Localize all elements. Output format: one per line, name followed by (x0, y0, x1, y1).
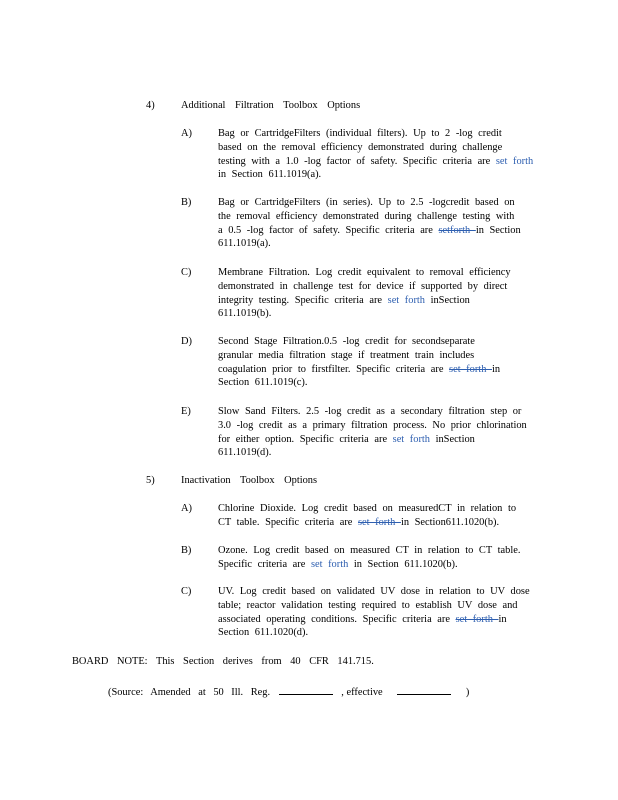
text-line (218, 155, 540, 169)
text-line (218, 544, 540, 558)
effective-date-blank (397, 684, 451, 695)
text-line (218, 376, 540, 390)
text-segment: inSection (425, 294, 470, 306)
text-segment: CT table. Specific criteria are (218, 516, 359, 528)
text-line (218, 502, 540, 516)
text-line (218, 141, 540, 155)
section-4-title: Additional Filtration Toolbox Options (181, 100, 361, 111)
text-line (218, 599, 540, 613)
inserted-text: set forth (392, 433, 430, 445)
text-segment: Specific criteria are (218, 558, 311, 570)
text-line (218, 224, 540, 238)
text-line (218, 266, 540, 280)
text-segment: in (491, 363, 501, 375)
text-line (218, 446, 540, 460)
source-prefix: (Source: Amended at 50 Ill. Reg. (108, 687, 271, 698)
text-line (218, 168, 540, 182)
item-text (218, 196, 540, 251)
text-segment: based on the removal efficiency demonstrated during challenge (218, 141, 503, 153)
text-segment: granular media filtration stage if treatment train includes (218, 349, 475, 361)
item-text (218, 544, 540, 572)
text-segment: Slow Sand Filters. 2.5 -log credit as a secondary filtration step or (218, 406, 522, 417)
source-effective: , effective (341, 687, 383, 698)
inserted-text: set forth (387, 294, 425, 306)
text-segment: in Section611.1020(b). (400, 516, 500, 528)
text-segment: Bag or CartridgeFilters (individual filters). Up to 2 -log credit (218, 128, 502, 139)
text-line (218, 433, 540, 447)
item-text (218, 585, 540, 640)
text-line (218, 516, 540, 530)
text-line (218, 294, 540, 308)
text-line (218, 419, 540, 433)
text-line (218, 307, 540, 321)
text-segment: associated operating conditions. Specific criteria are (218, 613, 456, 625)
text-segment: Membrane Filtration. Log credit equivalent to removal efficiency (218, 267, 511, 278)
text-segment: in Section 611.1019(a). (218, 169, 322, 181)
text-segment: for either option. Specific criteria are (218, 433, 393, 445)
text-line (218, 196, 540, 210)
section-5-title: Inactivation Toolbox Options (181, 475, 318, 486)
text-line (218, 237, 540, 251)
text-line (218, 626, 540, 640)
text-segment: demonstrated in challenge test for device if supported by direct (218, 280, 508, 292)
source-suffix: ) (465, 687, 470, 698)
text-segment: 3.0 -log credit as a primary filtration process. No prior chlorination (218, 419, 527, 431)
item-letter: C) (181, 267, 192, 278)
text-segment: in (498, 613, 507, 625)
item-text (218, 127, 540, 182)
text-segment: inSection (430, 433, 475, 445)
text-segment: the removal efficiency demonstrated during challenge testing with (218, 210, 515, 222)
section-4-number: 4) (146, 100, 155, 111)
text-line (218, 127, 540, 141)
item-text (218, 502, 540, 530)
text-segment: Bag or CartridgeFilters (in series). Up to 2.5 -logcredit based on (218, 197, 515, 208)
text-segment: a 0.5 -log factor of safety. Specific criteria are (218, 224, 439, 236)
item-letter: D) (181, 336, 192, 347)
text-segment: Ozone. Log credit based on measured CT in relation to CT table. (218, 545, 521, 556)
text-line (218, 349, 540, 363)
register-number-blank (279, 684, 333, 695)
text-line (218, 405, 540, 419)
text-segment: coagulation prior to firstfilter. Specific criteria are (218, 363, 450, 375)
text-line (218, 613, 540, 627)
item-text (218, 405, 540, 460)
inserted-text: set forth (495, 155, 534, 167)
text-segment: Second Stage Filtration.0.5 -log credit for secondseparate (218, 336, 475, 347)
text-line (218, 558, 540, 572)
text-segment: Section 611.1020(d). (218, 627, 309, 639)
board-note: BOARD NOTE: This Section derives from 40 CFR 141.715. (72, 656, 374, 667)
item-text (218, 335, 540, 390)
item-text (218, 266, 540, 321)
text-segment: in Section (475, 224, 521, 236)
source-line (108, 684, 469, 700)
item-letter: A) (181, 503, 192, 514)
text-segment: 611.1019(d). (218, 447, 272, 459)
deleted-text: set forth (455, 613, 499, 625)
text-segment: integrity testing. Specific criteria are (218, 294, 388, 306)
text-segment: testing with a 1.0 -log factor of safety. Specific criteria are (218, 155, 496, 167)
text-line (218, 280, 540, 294)
text-segment: Section 611.1019(c). (218, 377, 308, 389)
text-segment: 611.1019(a). (218, 238, 271, 250)
inserted-text: set forth (310, 558, 349, 570)
item-letter: A) (181, 128, 192, 139)
item-letter: B) (181, 197, 192, 208)
deleted-text: set forth (358, 516, 401, 528)
item-letter: C) (181, 586, 192, 597)
text-line (218, 585, 540, 599)
text-segment: Chlorine Dioxide. Log credit based on measuredCT in relation to (218, 503, 517, 514)
text-line (218, 363, 540, 377)
deleted-text: setforth (438, 224, 476, 236)
section-5-number: 5) (146, 475, 155, 486)
item-letter: E) (181, 406, 191, 417)
item-letter: B) (181, 545, 192, 556)
text-segment: 611.1019(b). (218, 308, 272, 320)
text-segment: in Section 611.1020(b). (348, 558, 458, 570)
text-segment: table; reactor validation testing required to establish UV dose and (218, 599, 518, 611)
text-line (218, 335, 540, 349)
text-segment: UV. Log credit based on validated UV dose in relation to UV dose (218, 586, 530, 597)
deleted-text: set forth (449, 363, 492, 375)
text-line (218, 210, 540, 224)
